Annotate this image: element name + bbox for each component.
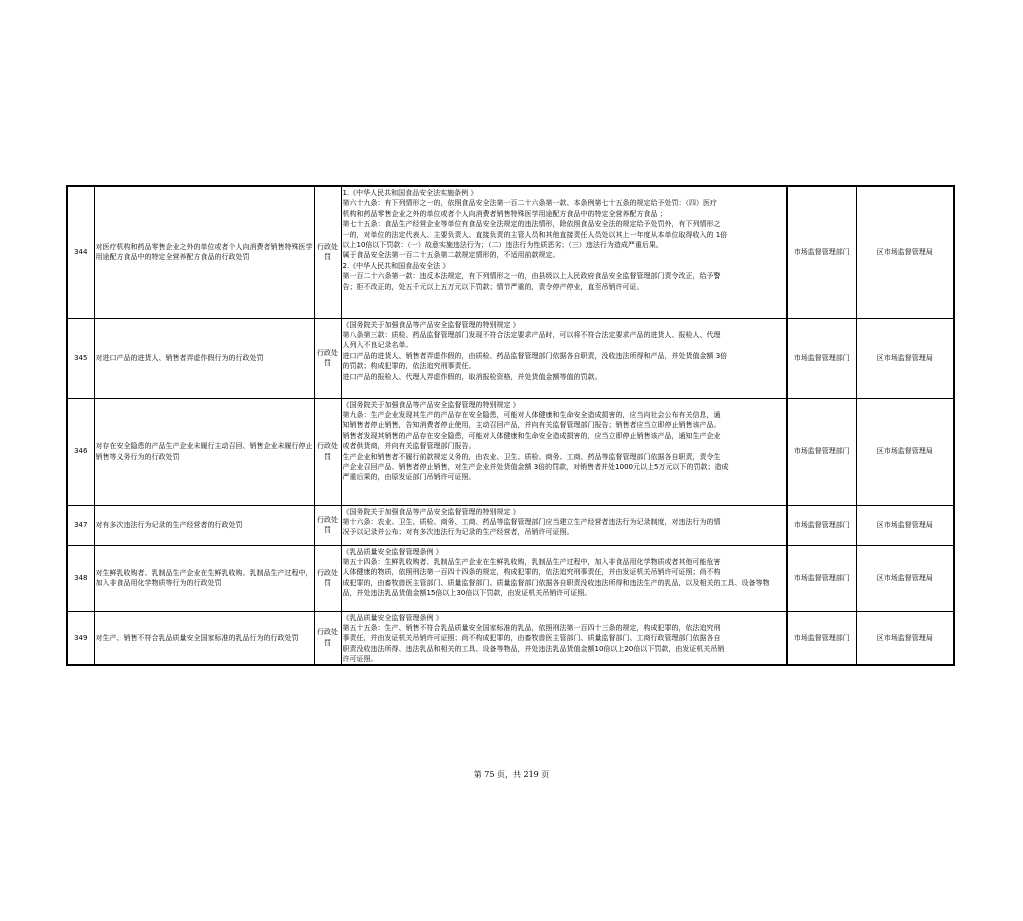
row-number: 346 xyxy=(67,398,94,505)
basis-line: 第五十四条：生鲜乳收购者、乳制品生产企业在生鲜乳收购，乳制品生产过程中，加入非食品用化学物质或者其他可能危害 xyxy=(342,557,721,566)
item-type: 行政处罚 xyxy=(314,611,341,665)
basis-line: 2.《中华人民共和国食品安全法 》 xyxy=(342,261,450,270)
page-footer: 第 75 页，共 219 页 xyxy=(473,770,550,779)
basis-line: 事责任，并由发证机关吊销许可证照；尚不构成犯罪的，由畜牧兽医主管部门、质量监督部门、工商行政管理部门依据各自 xyxy=(342,634,721,643)
implementing-department: 市场监督管理部门 xyxy=(787,186,856,318)
implementing-department: 市场监督管理部门 xyxy=(787,398,856,505)
basis-line: 产企业召回产品、销售者停止销售，对生产企业并处货值金额 3倍的罚款，对销售者并处1000元以上5万元以下的罚款；造成 xyxy=(342,462,729,471)
basis-line: 第七十五条：食品生产经营企业等单位有食品安全法规定的违法情形，除依照食品安全法的规定给予处罚外，有下列情形之 xyxy=(342,220,721,229)
implementing-department: 市场监督管理部门 xyxy=(787,611,856,665)
legal-basis xyxy=(341,545,787,611)
basis-line: 《国务院关于加强食品等产品安全监督管理的特别规定 》 xyxy=(342,320,520,329)
basis-line: 第九条：生产企业发现其生产的产品存在安全隐患，可能对人体健康和生命安全造成损害的，应当向社会公布有关信息，通 xyxy=(342,410,721,419)
implementing-level: 区市场监督管理局 xyxy=(856,398,954,505)
basis-line: 《国务院关于加强食品等产品安全监督管理的特别规定 》 xyxy=(342,507,520,516)
item-type: 行政处罚 xyxy=(314,318,341,398)
basis-line: 的罚款；构成犯罪的，依法追究刑事责任。 xyxy=(342,362,476,371)
basis-line: 品，并处违法乳品货值金额15倍以上30倍以下罚款，由发证机关吊销许可证照。 xyxy=(342,589,592,598)
implementing-department: 市场监督管理部门 xyxy=(787,545,856,611)
basis-line: 成犯罪的，由畜牧兽医主管部门、质量监督部门、质量监督部门依据各自职责没收违法所得和违法生产的乳品，以及相关的工具、设备等物 xyxy=(342,578,770,587)
item-name: 对医疗机构和药品零售企业之外的单位或者个人向消费者销售特殊医学用途配方食品中的特定全营养配方食品的行政处罚 xyxy=(94,186,314,318)
implementing-level: 区市场监督管理局 xyxy=(856,611,954,665)
basis-line: 以上10倍以下罚款：（一）故意实施违法行为；（二）违法行为性质恶劣；（三）违法行为造成严重后果。 xyxy=(342,241,663,250)
basis-line: 严重后果的，由原发证部门吊销许可证照。 xyxy=(342,473,476,482)
item-type: 行政处罚 xyxy=(314,505,341,545)
implementing-level: 区市场监督管理局 xyxy=(856,505,954,545)
table-row xyxy=(67,545,954,611)
item-name: 对生产、销售不符合乳品质量安全国家标准的乳品行为的行政处罚 xyxy=(94,611,314,665)
table-row xyxy=(67,186,954,318)
implementing-department: 市场监督管理部门 xyxy=(787,505,856,545)
basis-line: 告；拒不改正的，处五千元以上五万元以下罚款；情节严重的，责令停产停业，直至吊销许可证。 xyxy=(342,282,644,291)
basis-line: 1.《中华人民共和国食品安全法实施条例 》 xyxy=(342,189,478,197)
item-type: 行政处罚 xyxy=(314,398,341,505)
legal-basis xyxy=(341,611,787,665)
item-type: 行政处罚 xyxy=(314,545,341,611)
implementing-department: 市场监督管理部门 xyxy=(787,318,856,398)
row-number: 345 xyxy=(67,318,94,398)
item-name: 对进口产品的进货人、销售者弄虚作假行为的行政处罚 xyxy=(94,318,314,398)
basis-line: 第六十九条：有下列情形之一的，依照食品安全法第一百二十六条第一款、本条例第七十五条的规定给予处罚：（四）医疗 xyxy=(342,199,717,208)
basis-line: 一的，对单位的法定代表人、主要负责人、直接负责的主管人员和其他直接责任人员处以其上一年度从本单位取得收入的 1倍 xyxy=(342,230,728,239)
basis-line: 况予以记录并公布；对有多次违法行为记录的生产经营者，吊销许可证照。 xyxy=(342,528,574,537)
basis-line: 第一百二十六条第一款：违反本法规定，有下列情形之一的，由县级以上人民政府食品安全监督管理部门责令改正，给予警 xyxy=(342,272,721,281)
item-type: 行政处罚 xyxy=(314,186,341,318)
row-number: 347 xyxy=(67,505,94,545)
basis-line: 机构和药品零售企业之外的单位或者个人向消费者销售特殊医学用途配方食品中的特定全营养配方食品 ； xyxy=(342,209,667,218)
basis-line: 人列入不良记录名单。 xyxy=(342,341,413,350)
basis-line: 第八条第三款：质检、药品监督管理部门发现不符合法定要求产品时，可以将不符合法定要求产品的进货人、报检人、代理 xyxy=(342,330,721,339)
basis-line: 属于食品安全法第一百二十五条第二款规定情形的，不适用前款规定。 xyxy=(342,251,560,260)
basis-line: 第五十五条：生产、销售不符合乳品质量安全国家标准的乳品，依照刑法第一百四十三条的规定，构成犯罪的，依法追究刑 xyxy=(342,623,721,632)
basis-line: 《国务院关于加强食品等产品安全监督管理的特别规定 》 xyxy=(342,400,520,409)
basis-line: 生产企业和销售者不履行前款规定义务的，由农业、卫生、质检、商务、工商、药品等监督管理部门依据各自职责，责令生 xyxy=(342,452,721,461)
table-row xyxy=(67,611,954,665)
table-row xyxy=(67,505,954,545)
basis-line: 第十六条：农业、卫生、质检、商务、工商、药品等监督管理部门应当建立生产经营者违法行为记录制度，对违法行为的情 xyxy=(342,517,721,526)
basis-line: 销售者发现其销售的产品存在安全隐患，可能对人体健康和生命安全造成损害的，应当立即停止销售该产品，通知生产企业 xyxy=(342,431,721,440)
basis-line: 《乳品质量安全监督管理条例 》 xyxy=(342,547,443,556)
legal-basis xyxy=(341,398,787,505)
item-name: 对有多次违法行为记录的生产经营者的行政处罚 xyxy=(94,505,314,545)
basis-line: 进口产品的进货人、销售者弄虚作假的，由质检、药品监督管理部门依据各自职责，没收违法所得和产品，并处货值金额 3倍 xyxy=(342,351,728,360)
basis-line: 进口产品的报检人、代理人弄虚作假的，取消报检资格，并处货值金额等值的罚款。 xyxy=(342,372,602,381)
row-number: 344 xyxy=(67,186,94,318)
table-body xyxy=(67,186,954,665)
basis-line: 职责没收违法所得、违法乳品和相关的工具、设备等物品，并处违法乳品货值金额10倍以上20倍以下罚款，由发证机关吊销 xyxy=(342,644,725,653)
table-row xyxy=(67,318,954,398)
basis-line: 或者供货商，并向有关监督管理部门报告。 xyxy=(342,442,476,451)
basis-line: 人体健康的物质，依照刑法第一百四十四条的规定，构成犯罪的，依法追究刑事责任，并由发证机关吊销许可证照；尚不构 xyxy=(342,568,721,577)
legal-basis xyxy=(341,318,787,398)
basis-line: 《乳品质量安全监督管理条例 》 xyxy=(342,613,443,622)
table-row xyxy=(67,398,954,505)
implementing-level: 区市场监督管理局 xyxy=(856,186,954,318)
item-name: 对生鲜乳收购者、乳制品生产企业在生鲜乳收购、乳制品生产过程中，加入非食品用化学物质等行为的行政处罚 xyxy=(94,545,314,611)
basis-line: 知销售者停止销售，告知消费者停止使用，主动召回产品，并向有关监督管理部门报告；销售者应当立即停止销售该产品。 xyxy=(342,421,721,430)
enforcement-table xyxy=(66,185,955,666)
legal-basis xyxy=(341,186,787,318)
basis-line: 许可证照。 xyxy=(342,655,378,664)
row-number: 348 xyxy=(67,545,94,611)
implementing-level: 区市场监督管理局 xyxy=(856,318,954,398)
implementing-level: 区市场监督管理局 xyxy=(856,545,954,611)
legal-basis xyxy=(341,505,787,545)
row-number: 349 xyxy=(67,611,94,665)
item-name: 对存在安全隐患的产品生产企业未履行主动召回、销售企业未履行停止销售等义务行为的行政处罚 xyxy=(94,398,314,505)
